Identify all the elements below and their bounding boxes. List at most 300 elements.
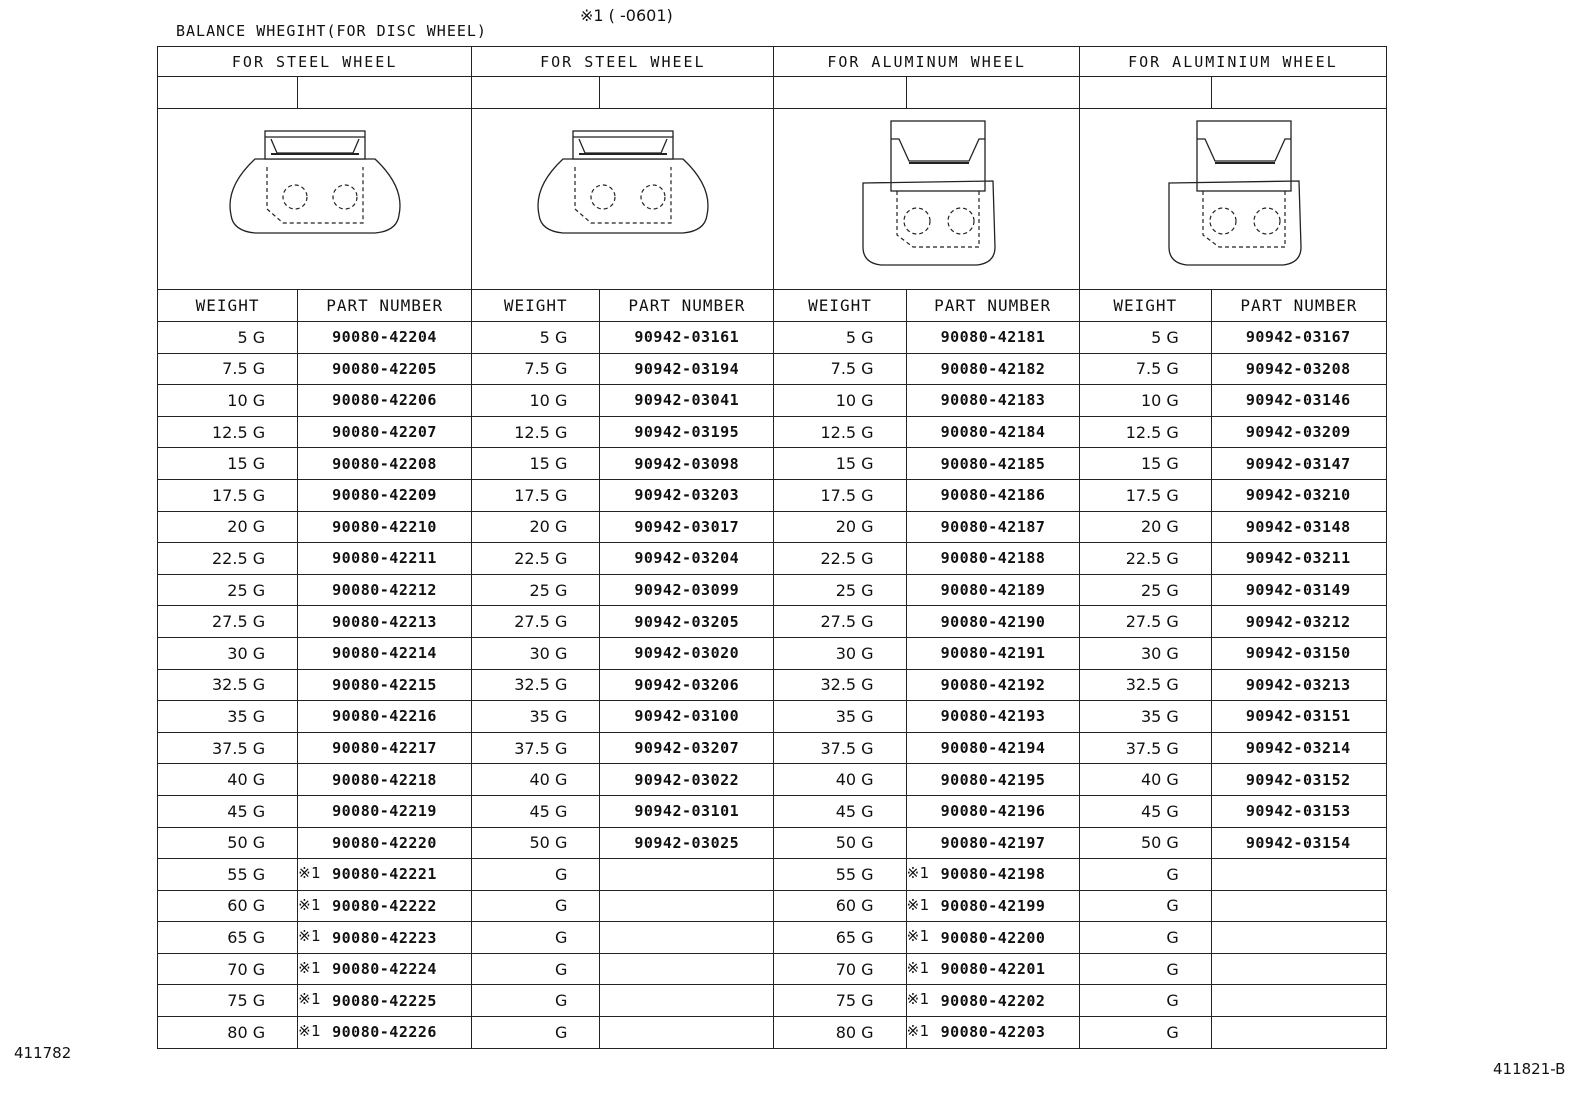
part-number-cell [1211, 606, 1386, 638]
part-number-text: 90942-03022 [634, 770, 740, 789]
blank-cell [158, 77, 298, 109]
weight-cell: 15 G [1079, 448, 1211, 480]
table-row [158, 922, 1387, 954]
part-number-text: 90080-42189 [940, 581, 1046, 600]
part-number-cell [298, 922, 472, 954]
weight-cell: 15 G [472, 448, 600, 480]
weight-cell: 50 G [472, 827, 600, 859]
part-number-cell [1211, 795, 1386, 827]
part-number-cell [298, 669, 472, 701]
part-number-cell [600, 416, 774, 448]
aluminum-clip-weight-icon [827, 117, 1027, 277]
steel-clip-weight-icon [523, 127, 723, 267]
part-number-cell [906, 574, 1079, 606]
weight-cell: 50 G [1079, 827, 1211, 859]
table-row [158, 985, 1387, 1017]
part-number-text: 90942-03020 [634, 644, 740, 663]
part-number-cell [906, 827, 1079, 859]
part-number-text: 90080-42197 [940, 833, 1046, 852]
part-number-cell [600, 985, 774, 1017]
weight-cell: 80 G [774, 1017, 906, 1049]
part-number-cell [600, 795, 774, 827]
part-number-text: 90080-42205 [332, 359, 437, 378]
footnote-mark: ※1 [906, 895, 930, 914]
part-number-cell [1211, 890, 1386, 922]
part-number-text: 90080-42207 [332, 423, 437, 442]
weight-cell: 20 G [1079, 511, 1211, 543]
part-number-cell [600, 479, 774, 511]
aluminium-clip-weight-icon [1133, 117, 1333, 277]
blank-cell [906, 77, 1079, 109]
part-number-cell [298, 511, 472, 543]
weight-cell: 20 G [158, 511, 298, 543]
weight-cell: 22.5 G [472, 543, 600, 575]
weight-cell: 10 G [472, 385, 600, 417]
part-number-cell [600, 322, 774, 354]
part-number-text: 90942-03149 [1245, 581, 1351, 600]
part-number-cell [298, 479, 472, 511]
footnote-mark: ※1 [906, 927, 930, 946]
part-number-cell [1211, 922, 1386, 954]
weight-cell: 12.5 G [1079, 416, 1211, 448]
weight-cell: 37.5 G [158, 732, 298, 764]
part-number-cell [906, 448, 1079, 480]
part-number-text: 90080-42203 [940, 1023, 1046, 1042]
footnote-mark: ※1 [298, 864, 322, 883]
table-row [158, 606, 1387, 638]
part-number-text: 90080-42209 [332, 486, 437, 505]
part-number-text: 90080-42220 [332, 833, 437, 852]
part-number-text: 90080-42216 [332, 707, 437, 726]
part-number-cell [600, 953, 774, 985]
part-number-text: 90080-42214 [332, 644, 437, 663]
weight-cell: 10 G [1079, 385, 1211, 417]
part-number-text: 90080-42210 [332, 517, 437, 536]
part-number-cell [1211, 827, 1386, 859]
weight-cell: 20 G [472, 511, 600, 543]
part-number-cell [298, 732, 472, 764]
part-number-cell [298, 574, 472, 606]
part-number-text: 90942-03167 [1245, 328, 1351, 347]
part-number-text: 90942-03017 [634, 517, 740, 536]
weight-cell: 55 G [158, 859, 298, 891]
part-number-cell [906, 922, 1079, 954]
part-number-text: 90080-42202 [940, 991, 1046, 1010]
col-part-header: PART NUMBER [906, 290, 1079, 322]
weight-cell: G [472, 953, 600, 985]
part-number-text: 90942-03195 [634, 423, 740, 442]
table-row [158, 859, 1387, 891]
weight-cell: 12.5 G [472, 416, 600, 448]
part-number-text: 90942-03152 [1245, 770, 1351, 789]
part-number-text: 90080-42208 [332, 454, 437, 473]
part-number-text: 90080-42193 [940, 707, 1046, 726]
part-number-cell [298, 448, 472, 480]
part-number-cell [600, 859, 774, 891]
part-number-cell [906, 795, 1079, 827]
part-number-text: 90942-03161 [634, 328, 740, 347]
weight-cell: 55 G [774, 859, 906, 891]
weight-cell: 5 G [774, 322, 906, 354]
part-number-text: 90080-42206 [332, 391, 437, 410]
table-row [158, 953, 1387, 985]
footnote-mark: ※1 [298, 1022, 322, 1041]
part-number-text: 90080-42187 [940, 517, 1046, 536]
weight-cell: 30 G [472, 637, 600, 669]
weight-cell: 15 G [774, 448, 906, 480]
blank-cell [1211, 77, 1386, 109]
weight-cell: 32.5 G [774, 669, 906, 701]
part-number-cell [906, 953, 1079, 985]
part-number-cell [1211, 764, 1386, 796]
weight-cell: 12.5 G [158, 416, 298, 448]
part-number-text: 90942-03101 [634, 802, 740, 821]
weight-cell: 25 G [472, 574, 600, 606]
weight-cell: G [1079, 985, 1211, 1017]
weight-cell: 17.5 G [472, 479, 600, 511]
part-number-cell [298, 385, 472, 417]
table-row [158, 511, 1387, 543]
part-number-cell [906, 1017, 1079, 1049]
col-part-header: PART NUMBER [298, 290, 472, 322]
part-number-text: 90942-03207 [634, 739, 740, 758]
part-number-cell [600, 764, 774, 796]
part-number-text: 90080-42219 [332, 802, 437, 821]
part-number-text: 90080-42215 [332, 675, 437, 694]
blank-cell [472, 77, 600, 109]
weight-cell: 27.5 G [158, 606, 298, 638]
part-number-text: 90080-42185 [940, 454, 1046, 473]
part-number-cell [600, 385, 774, 417]
weight-cell: G [472, 890, 600, 922]
part-number-cell [906, 669, 1079, 701]
part-number-text: 90942-03209 [1245, 423, 1351, 442]
weight-cell: 40 G [158, 764, 298, 796]
part-number-text: 90080-42190 [940, 612, 1046, 631]
part-number-cell [298, 764, 472, 796]
weight-cell: G [472, 859, 600, 891]
part-number-cell [298, 416, 472, 448]
part-number-cell [600, 890, 774, 922]
part-number-cell [600, 543, 774, 575]
group-header-steel-2: FOR STEEL WHEEL [472, 47, 774, 77]
part-number-cell [1211, 637, 1386, 669]
weight-cell: 65 G [158, 922, 298, 954]
weight-cell: 70 G [158, 953, 298, 985]
weight-cell: 30 G [774, 637, 906, 669]
part-number-cell [906, 764, 1079, 796]
balance-weight-table [157, 46, 1387, 1049]
weight-cell: 45 G [472, 795, 600, 827]
part-number-text: 90080-42195 [940, 770, 1046, 789]
weight-cell: 35 G [1079, 701, 1211, 733]
weight-cell: 17.5 G [158, 479, 298, 511]
weight-cell: 32.5 G [158, 669, 298, 701]
part-number-text: 90942-03148 [1245, 517, 1351, 536]
weight-cell: 50 G [158, 827, 298, 859]
part-number-cell [298, 890, 472, 922]
page-title: BALANCE WHEGIHT(FOR DISC WHEEL) [176, 22, 487, 40]
weight-cell: 27.5 G [472, 606, 600, 638]
part-number-text: 90080-42194 [940, 739, 1046, 758]
footnote-mark: ※1 [906, 1022, 930, 1041]
part-number-cell [906, 479, 1079, 511]
col-weight-header: WEIGHT [1079, 290, 1211, 322]
weight-cell: 70 G [774, 953, 906, 985]
part-number-cell [1211, 511, 1386, 543]
weight-cell: 37.5 G [1079, 732, 1211, 764]
steel-clip-weight-icon [215, 127, 415, 267]
weight-cell: 27.5 G [1079, 606, 1211, 638]
part-number-cell [906, 985, 1079, 1017]
part-number-cell [600, 827, 774, 859]
weight-cell: 40 G [1079, 764, 1211, 796]
weight-cell: G [472, 1017, 600, 1049]
part-number-text: 90080-42213 [332, 612, 437, 631]
weight-cell: 32.5 G [472, 669, 600, 701]
part-number-text: 90080-42223 [332, 928, 437, 947]
part-number-text: 90080-42184 [940, 423, 1046, 442]
table-row [158, 322, 1387, 354]
weight-cell: 37.5 G [774, 732, 906, 764]
part-number-text: 90942-03212 [1245, 612, 1351, 631]
part-number-text: 90942-03025 [634, 833, 740, 852]
part-number-text: 90080-42212 [332, 581, 437, 600]
part-number-cell [1211, 1017, 1386, 1049]
table-row [158, 416, 1387, 448]
part-number-cell [906, 732, 1079, 764]
part-number-text: 90080-42221 [332, 865, 437, 884]
blank-cell [600, 77, 774, 109]
weight-cell: 12.5 G [774, 416, 906, 448]
part-number-cell [1211, 985, 1386, 1017]
weight-cell: 60 G [158, 890, 298, 922]
weight-cell: 80 G [158, 1017, 298, 1049]
blank-cell [774, 77, 906, 109]
footnote-mark: ※1 [906, 864, 930, 883]
weight-cell: G [472, 922, 600, 954]
weight-cell: G [1079, 922, 1211, 954]
part-number-cell [600, 448, 774, 480]
part-number-cell [1211, 953, 1386, 985]
blank-cell [298, 77, 472, 109]
footnote-mark: ※1 [298, 927, 322, 946]
footnote-mark: ※1 [298, 895, 322, 914]
part-number-cell [600, 511, 774, 543]
weight-cell: 15 G [158, 448, 298, 480]
weight-cell: 35 G [774, 701, 906, 733]
part-number-cell [298, 1017, 472, 1049]
weight-cell: G [1079, 1017, 1211, 1049]
part-number-cell [600, 922, 774, 954]
part-number-cell [298, 795, 472, 827]
weight-cell: 40 G [472, 764, 600, 796]
part-number-text: 90942-03154 [1245, 833, 1351, 852]
weight-cell: 75 G [774, 985, 906, 1017]
table-row [158, 1017, 1387, 1049]
part-number-cell [906, 322, 1079, 354]
part-number-cell [298, 953, 472, 985]
part-number-cell [1211, 448, 1386, 480]
footnote-mark: ※1 [906, 990, 930, 1009]
group-header-aluminium: FOR ALUMINIUM WHEEL [1079, 47, 1386, 77]
part-number-cell [298, 859, 472, 891]
part-number-text: 90080-42224 [332, 960, 437, 979]
col-part-header: PART NUMBER [600, 290, 774, 322]
part-number-text: 90942-03208 [1245, 359, 1351, 378]
weight-cell: 25 G [1079, 574, 1211, 606]
part-number-cell [906, 606, 1079, 638]
table-row [158, 732, 1387, 764]
part-number-text: 90080-42200 [940, 928, 1046, 947]
part-number-cell [600, 574, 774, 606]
part-number-cell [1211, 322, 1386, 354]
col-weight-header: WEIGHT [774, 290, 906, 322]
weight-cell: 50 G [774, 827, 906, 859]
weight-cell: 32.5 G [1079, 669, 1211, 701]
weight-cell: 30 G [1079, 637, 1211, 669]
table-row [158, 448, 1387, 480]
table-row [158, 890, 1387, 922]
part-number-text: 90080-42204 [332, 328, 437, 347]
weight-cell: 25 G [774, 574, 906, 606]
part-number-cell [906, 890, 1079, 922]
weight-cell: 27.5 G [774, 606, 906, 638]
part-number-cell [906, 543, 1079, 575]
part-number-cell [906, 859, 1079, 891]
table-row [158, 637, 1387, 669]
part-number-cell [600, 701, 774, 733]
part-number-text: 90080-42196 [940, 802, 1046, 821]
part-number-cell [298, 827, 472, 859]
part-number-text: 90942-03098 [634, 454, 740, 473]
part-number-text: 90942-03214 [1245, 739, 1351, 758]
col-part-header: PART NUMBER [1211, 290, 1386, 322]
part-number-cell [298, 606, 472, 638]
weight-cell: 45 G [774, 795, 906, 827]
part-number-text: 90080-42183 [940, 391, 1046, 410]
part-number-cell [906, 637, 1079, 669]
weight-cell: 60 G [774, 890, 906, 922]
weight-cell: 7.5 G [158, 353, 298, 385]
part-number-text: 90942-03151 [1245, 707, 1351, 726]
table-row [158, 669, 1387, 701]
weight-cell: 5 G [158, 322, 298, 354]
part-number-text: 90080-42218 [332, 770, 437, 789]
table-row [158, 479, 1387, 511]
weight-cell: 5 G [472, 322, 600, 354]
part-number-text: 90942-03210 [1245, 486, 1351, 505]
weight-cell: 75 G [158, 985, 298, 1017]
figure-id-right: 411821-B [1493, 1060, 1566, 1078]
part-number-cell [600, 1017, 774, 1049]
table-row [158, 764, 1387, 796]
part-number-cell [1211, 385, 1386, 417]
table-row [158, 385, 1387, 417]
footnote-mark: ※1 [298, 990, 322, 1009]
weight-cell: 5 G [1079, 322, 1211, 354]
part-number-text: 90080-42199 [940, 896, 1046, 915]
part-number-text: 90942-03213 [1245, 675, 1351, 694]
table-row [158, 795, 1387, 827]
part-number-cell [906, 701, 1079, 733]
group-header-aluminum: FOR ALUMINUM WHEEL [774, 47, 1079, 77]
part-number-text: 90942-03041 [634, 391, 740, 410]
part-number-cell [298, 322, 472, 354]
figure-id-left: 411782 [14, 1044, 72, 1062]
weight-cell: 65 G [774, 922, 906, 954]
part-number-text: 90942-03211 [1245, 549, 1351, 568]
part-number-cell [906, 353, 1079, 385]
part-number-cell [1211, 859, 1386, 891]
part-number-text: 90080-42186 [940, 486, 1046, 505]
part-number-cell [298, 353, 472, 385]
weight-cell: 7.5 G [472, 353, 600, 385]
part-number-text: 90080-42181 [940, 328, 1046, 347]
weight-cell: 25 G [158, 574, 298, 606]
part-number-cell [1211, 669, 1386, 701]
weight-cell: 45 G [1079, 795, 1211, 827]
part-number-cell [600, 606, 774, 638]
weight-cell: 45 G [158, 795, 298, 827]
part-number-text: 90942-03206 [634, 675, 740, 694]
weight-cell: G [1079, 859, 1211, 891]
part-number-text: 90080-42225 [332, 991, 437, 1010]
footnote-mark: ※1 [298, 958, 322, 977]
part-number-cell [298, 543, 472, 575]
aluminium-weight-diagram-2 [1079, 109, 1386, 290]
col-weight-header: WEIGHT [158, 290, 298, 322]
weight-cell: 37.5 G [472, 732, 600, 764]
part-number-text: 90942-03099 [634, 581, 740, 600]
part-number-cell [1211, 574, 1386, 606]
blank-cell [1079, 77, 1211, 109]
weight-cell: 22.5 G [1079, 543, 1211, 575]
part-number-cell [906, 511, 1079, 543]
part-number-cell [1211, 353, 1386, 385]
part-number-cell [906, 385, 1079, 417]
weight-cell: G [1079, 890, 1211, 922]
weight-cell: 20 G [774, 511, 906, 543]
part-number-cell [298, 637, 472, 669]
part-number-cell [1211, 701, 1386, 733]
steel-weight-diagram-1 [158, 109, 472, 290]
part-number-text: 90080-42188 [940, 549, 1046, 568]
weight-cell: 17.5 G [1079, 479, 1211, 511]
weight-cell: 7.5 G [774, 353, 906, 385]
part-number-cell [600, 637, 774, 669]
part-number-cell [1211, 416, 1386, 448]
part-number-text: 90080-42201 [940, 960, 1046, 979]
part-number-text: 90080-42222 [332, 896, 437, 915]
part-number-cell [906, 416, 1079, 448]
part-number-text: 90942-03203 [634, 486, 740, 505]
part-number-text: 90080-42198 [940, 865, 1046, 884]
weight-cell: G [472, 985, 600, 1017]
part-number-text: 90942-03194 [634, 359, 740, 378]
part-number-cell [298, 701, 472, 733]
weight-cell: G [1079, 953, 1211, 985]
part-number-text: 90080-42191 [940, 644, 1046, 663]
weight-cell: 10 G [158, 385, 298, 417]
table-row [158, 827, 1387, 859]
part-number-text: 90942-03150 [1245, 644, 1351, 663]
table-row [158, 574, 1387, 606]
weight-cell: 17.5 G [774, 479, 906, 511]
part-number-text: 90942-03204 [634, 549, 740, 568]
part-number-text: 90942-03100 [634, 707, 740, 726]
part-number-text: 90080-42192 [940, 675, 1046, 694]
